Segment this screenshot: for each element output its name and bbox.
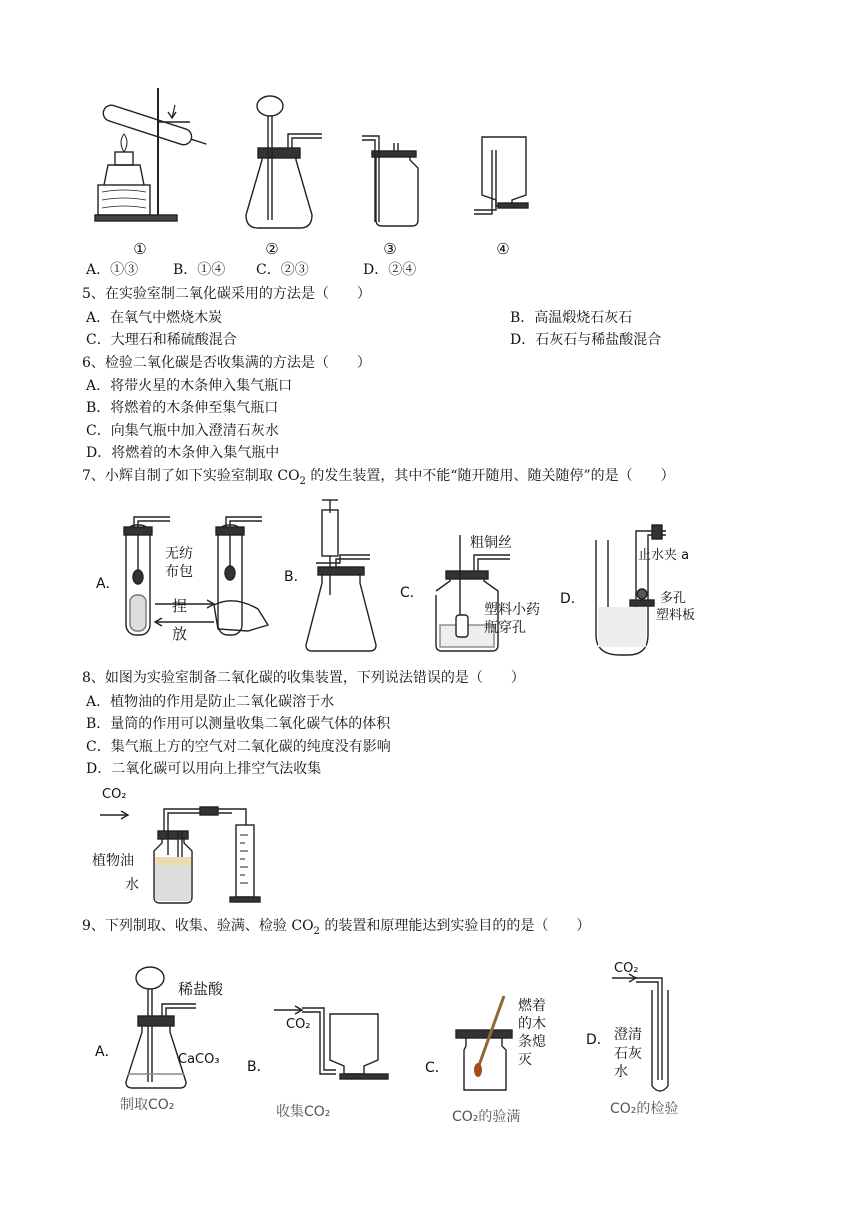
q7-fig-d-plate-label: 多孔	[660, 591, 687, 606]
q9-fig-b-caption: 收集CO₂	[276, 1104, 331, 1120]
q9-fig-c-note-1: 燃着	[518, 998, 546, 1014]
q9-fig-b-letter: B．	[247, 1059, 271, 1075]
q7-fig-b-letter: B．	[284, 569, 308, 585]
q6-option-d[interactable]: D．将燃着的木条伸入集气瓶中	[86, 445, 280, 461]
q7-fig-a-pinch-label: 捏	[172, 597, 188, 615]
q7-stem-sub: 2	[299, 475, 306, 487]
q7-fig-d-clip-label: 止水夹 a	[638, 548, 690, 563]
q4-fig-label-2: ②	[265, 240, 279, 258]
q8-fig-water-label: 水	[125, 877, 139, 893]
q4-option-d[interactable]: D．②④	[363, 262, 417, 278]
q9-fig-b-gas-label: CO₂	[286, 1017, 311, 1032]
q7-stem-post: 的发生装置，其中不能“随开随用、随关随停”的是（ ）	[305, 468, 675, 484]
q9-stem-sub: 2	[313, 925, 320, 937]
q7-fig-c-wire-label: 粗铜丝	[470, 535, 512, 551]
q8-option-d[interactable]: D．二氧化碳可以用向上排空气法收集	[86, 761, 322, 777]
q7-fig-d-plate-label-2: 塑料板	[656, 608, 696, 623]
q9-fig-d-gas-label: CO₂	[614, 961, 639, 976]
q9-fig-c-caption: CO₂的验满	[452, 1109, 521, 1125]
q4-fig-label-1: ①	[133, 240, 147, 258]
q8-option-c[interactable]: C．集气瓶上方的空气对二氧化碳的纯度没有影响	[86, 739, 391, 755]
q7-fig-d-letter: D．	[560, 591, 585, 607]
q9-fig-d-note-1: 澄清	[614, 1027, 642, 1043]
q6-option-b[interactable]: B．将燃着的木条伸至集气瓶口	[86, 400, 279, 416]
q7-fig-a-bag-label: 无纺	[165, 546, 193, 562]
q5-option-b[interactable]: B．高温煅烧石灰石	[510, 310, 633, 326]
q6-stem: 6、检验二氧化碳是否收集满的方法是（ ）	[82, 355, 371, 371]
q7-fig-a-release-label: 放	[172, 625, 188, 643]
q9-fig-c-note-3: 条熄	[518, 1034, 546, 1050]
q9-stem-pre: 9、下列制取、收集、验满、检验 CO	[82, 918, 314, 934]
q7-fig-a-bag-label-2: 布包	[165, 564, 193, 580]
q5-option-d[interactable]: D．石灰石与稀盐酸混合	[510, 332, 662, 348]
q4-option-a[interactable]: A．①③	[86, 262, 139, 278]
q8-fig-gas-label: CO₂	[102, 787, 127, 802]
q4-fig-label-4: ④	[496, 240, 510, 258]
q7-stem-pre: 7、小辉自制了如下实验室制取 CO	[82, 468, 300, 484]
q6-option-c[interactable]: C．向集气瓶中加入澄清石灰水	[86, 423, 279, 439]
q6-option-a[interactable]: A．将带火星的木条伸入集气瓶口	[86, 378, 293, 394]
q4-fig-label-3: ③	[383, 240, 397, 258]
q9-fig-a-solid-label: CaCO₃	[178, 1052, 220, 1067]
q4-apparatus-figure	[0, 0, 860, 260]
q9-fig-a-acid-label: 稀盐酸	[178, 980, 224, 998]
q8-fig-oil-label: 植物油	[92, 853, 134, 869]
q9-fig-c-letter: C．	[425, 1060, 449, 1076]
q7-fig-c-bottle-label: 塑料小药	[484, 602, 540, 618]
q7-fig-a-letter: A．	[96, 576, 120, 592]
q5-stem: 5、在实验室制二氧化碳采用的方法是（ ）	[82, 286, 371, 302]
q9-fig-c-note-4: 灭	[518, 1052, 532, 1068]
q8-apparatus-figure	[0, 785, 860, 915]
q8-option-a[interactable]: A．植物油的作用是防止二氧化碳溶于水	[86, 694, 335, 710]
q9-apparatus-figure	[0, 950, 860, 1150]
q7-stem	[82, 466, 675, 492]
q9-fig-d-note-2: 石灰	[614, 1046, 642, 1062]
q9-fig-d-caption: CO₂的检验	[610, 1101, 679, 1117]
q9-fig-a-caption: 制取CO₂	[120, 1097, 175, 1113]
q7-apparatus-figure	[0, 495, 860, 675]
q4-option-b[interactable]: B．①④	[173, 262, 226, 278]
q9-fig-a-letter: A．	[95, 1044, 119, 1060]
q7-fig-c-letter: C．	[400, 585, 424, 601]
q9-fig-d-note-3: 水	[614, 1064, 628, 1080]
q5-option-a[interactable]: A．在氧气中燃烧木炭	[86, 310, 223, 326]
q5-option-c[interactable]: C．大理石和稀硫酸混合	[86, 332, 237, 348]
q8-option-b[interactable]: B．量筒的作用可以测量收集二氧化碳气体的体积	[86, 716, 391, 732]
q8-stem: 8、如图为实验室制备二氧化碳的收集装置，下列说法错误的是（ ）	[82, 670, 525, 686]
q7-fig-c-bottle-label-2: 瓶穿孔	[484, 620, 526, 636]
q9-stem	[82, 916, 590, 942]
q9-fig-d-letter: D．	[586, 1032, 611, 1048]
q4-option-c[interactable]: C．②③	[256, 262, 309, 278]
q9-fig-c-note-2: 的木	[518, 1016, 546, 1032]
q9-stem-post: 的装置和原理能达到实验目的的是（ ）	[319, 918, 591, 934]
